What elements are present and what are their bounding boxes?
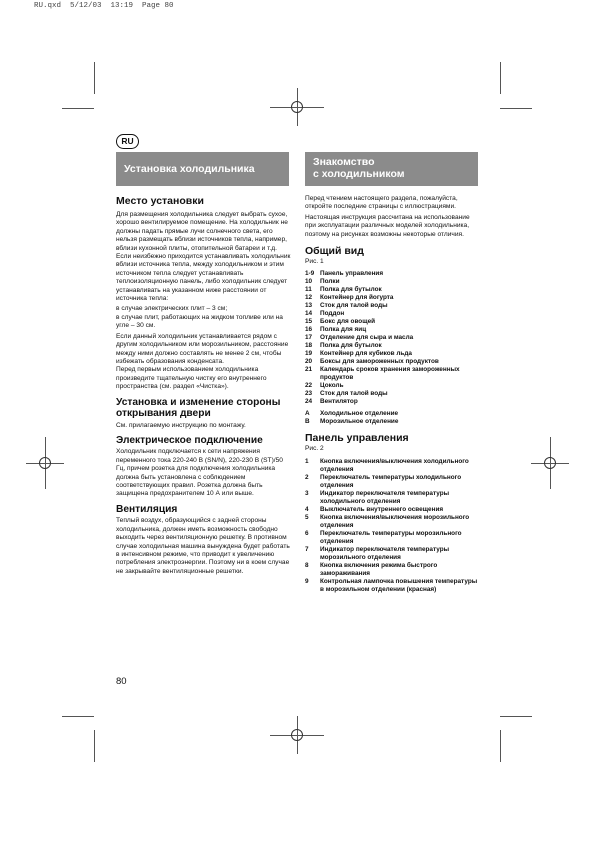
list-item: [305, 418, 480, 426]
list-item-number: 1: [305, 457, 309, 465]
list-item: [305, 358, 480, 366]
list-item: [305, 398, 480, 406]
overview-figure-ref: Рис. 1: [305, 258, 324, 266]
list-item-text: Контейнер для кубиков льда: [320, 350, 412, 358]
list-item: [305, 270, 480, 278]
control-panel-figure-ref: Рис. 2: [305, 445, 324, 453]
list-item: [305, 326, 480, 334]
list-item-number: 22: [305, 382, 313, 390]
list-item-text: Морозильное отделение: [320, 418, 399, 426]
placement-paragraph-2: в случае электрических плит – 3 см;: [116, 305, 228, 313]
intro-paragraph-1: Перед чтением настоящего раздела, пожалуйста, откройте последние страницы с иллюстрациями.: [305, 195, 458, 211]
list-item-text: Выключатель внутреннего освещения: [320, 505, 444, 513]
placement-paragraph-5: Перед первым использованием холодильника произведите тщательную чистку его внутреннего пространства (см. раздел «Чистка»).: [116, 366, 267, 391]
placement-paragraph-1: Для размещения холодильника следует выбрать сухое, хорошо вентилируемое помещение. На холодильник не должны падать прямые лучи солнечного света, его нельзя размещать вблизи источников тепла, например, вблизи кухонной плиты, отопительной батареи и т.д. Если неизбежно приходится устанавливать холодильник вблизи источника тепла, между холодильником и этим источником тепла следует устанавливать теплоизоляционную панель, либо холодильник следует устанавливать на указанном ниже расстоянии от источника тепла:: [116, 211, 291, 303]
list-item-text: Кнопка включения/выключения холодильного отделения: [320, 457, 469, 473]
ventilation-paragraph: Теплый воздух, образующийся с задней стороны холодильника, должен иметь возможность свободно выходить через вентиляционную решетку. В противном случае холодильная машина вынуждена будет работать в интенсивном режиме, что приводит к увеличению потребления электроэнергии. Поэтому ни в коем случае не закрывайте вентиляционные решетки.: [116, 517, 290, 575]
door-heading: Установка и изменение стороны открывания двери: [116, 396, 281, 420]
right-section-title-line1: Знакомство: [313, 156, 375, 168]
page-number: 80: [116, 676, 127, 687]
list-item-text: Бокс для овощей: [320, 318, 376, 326]
list-item: [305, 302, 480, 310]
list-item-number: 17: [305, 334, 313, 342]
list-item: [305, 458, 480, 474]
list-item-number: 24: [305, 398, 313, 406]
language-badge: RU: [116, 134, 139, 149]
left-section-title: Установка холодильника: [124, 163, 255, 175]
list-item-text: Вентилятор: [320, 398, 358, 406]
list-item-number: 2: [305, 473, 309, 481]
list-item-text: Боксы для замороженных продуктов: [320, 358, 439, 366]
list-item-text: Сток для талой воды: [320, 390, 388, 398]
list-item: [305, 514, 480, 530]
list-item-text: Переключатель температуры холодильного отделения: [320, 473, 462, 489]
list-item-text: Полка для бутылок: [320, 342, 382, 350]
list-item-number: 10: [305, 278, 313, 286]
compartments-list: [305, 410, 480, 426]
list-item-number: 6: [305, 529, 309, 537]
list-item-text: Цоколь: [320, 382, 344, 390]
list-item-number: 7: [305, 545, 309, 553]
door-paragraph: См. прилагаемую инструкцию по монтажу.: [116, 421, 246, 429]
list-item-number: 3: [305, 489, 309, 497]
list-item-text: Поддон: [320, 310, 345, 318]
list-item-number: 11: [305, 286, 312, 294]
list-item: [305, 350, 480, 358]
right-section-header: [305, 152, 478, 186]
overview-parts-list: [305, 270, 480, 406]
list-item-number: 19: [305, 350, 313, 358]
list-item-number: 9: [305, 577, 309, 585]
list-item: [305, 366, 480, 382]
list-item-text: Полки: [320, 278, 340, 286]
list-item-text: Календарь сроков хранения замороженных продуктов: [320, 366, 460, 382]
list-item-text: Индикатор переключателя температуры морозильного отделения: [320, 545, 450, 561]
right-section-title-line2: с холодильником: [313, 168, 405, 180]
list-item-number: 20: [305, 358, 313, 366]
list-item-number: 23: [305, 390, 313, 398]
electrical-paragraph: Холодильник подключается к сети напряжения переменного тока 220-240 В (SN/N), 220-230 В (ST)/50 Гц, причем розетка для подключения холодильника должна быть установлена с соблюдением соответствующих правил. Розетка должна быть защищена предохранителем 10 А или выше.: [116, 448, 283, 498]
list-item: [305, 390, 480, 398]
list-item-number: A: [305, 410, 310, 418]
list-item-number: 1-9: [305, 270, 315, 278]
list-item: [305, 530, 480, 546]
list-item-text: Переключатель температуры морозильного отделения: [320, 529, 462, 545]
list-item-text: Кнопка включения/выключения морозильного отделения: [320, 513, 470, 529]
list-item-number: 15: [305, 318, 313, 326]
list-item-number: B: [305, 418, 310, 426]
list-item: [305, 490, 480, 506]
list-item-text: Кнопка включения режима быстрого замораживания: [320, 561, 438, 577]
right-column: [305, 195, 480, 598]
list-item-text: Контрольная лампочка повышения температуры в морозильном отделении (красная): [320, 577, 478, 593]
list-item-number: 4: [305, 505, 309, 513]
left-column: [116, 195, 292, 578]
intro-paragraph-2: Настоящая инструкция рассчитана на использование при эксплуатации различных моделей холодильника, поэтому на рисунках возможны некоторые отличия.: [305, 213, 470, 238]
list-item-number: 14: [305, 310, 313, 318]
list-item-number: 16: [305, 326, 313, 334]
list-item-text: Полка для бутылок: [320, 286, 382, 294]
list-item-number: 13: [305, 302, 313, 310]
print-slug: RU.qxd 5/12/03 13:19 Page 80: [34, 2, 174, 10]
list-item: [305, 546, 480, 562]
placement-paragraph-3: в случае плит, работающих на жидком топливе или на угле – 30 см.: [116, 313, 283, 330]
list-item-text: Сток для талой воды: [320, 302, 388, 310]
control-panel-heading: Панель управления: [305, 432, 409, 445]
placement-heading: Место установки: [116, 195, 204, 207]
list-item-number: 18: [305, 342, 313, 350]
list-item: [305, 410, 480, 418]
list-item-text: Холодильное отделение: [320, 410, 399, 418]
list-item: [305, 562, 480, 578]
electrical-heading: Электрическое подключение: [116, 434, 263, 446]
list-item-number: 8: [305, 561, 309, 569]
list-item-text: Отделение для сыра и масла: [320, 334, 414, 342]
list-item-text: Индикатор переключателя температуры холодильного отделения: [320, 489, 450, 505]
placement-paragraph-4: Если данный холодильник устанавливается рядом с другим холодильником или морозильником, расстояние между ними должно составлять не менее 2 см, чтобы избежать образования конденсата.: [116, 332, 289, 365]
overview-heading: Общий вид: [305, 245, 364, 258]
list-item-number: 21: [305, 366, 313, 374]
list-item-number: 5: [305, 513, 309, 521]
list-item-number: 12: [305, 294, 313, 302]
ventilation-heading: Вентиляция: [116, 503, 178, 515]
list-item-text: Панель управления: [320, 270, 384, 278]
list-item: [305, 474, 480, 490]
list-item: [305, 578, 480, 594]
left-section-header: [116, 152, 289, 186]
list-item: [305, 318, 480, 326]
list-item: [305, 506, 480, 514]
list-item-text: Контейнер для йогурта: [320, 294, 394, 302]
list-item-text: Полка для яиц: [320, 326, 367, 334]
control-panel-list: [305, 458, 480, 594]
